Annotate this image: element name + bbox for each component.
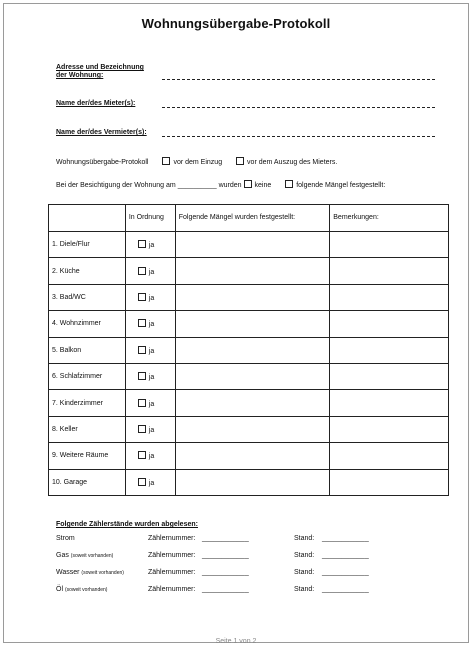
ok-checkbox[interactable] xyxy=(138,267,146,275)
header-remarks: Bemerkungen: xyxy=(330,205,449,232)
room-name: 7. Kinderzimmer xyxy=(49,390,126,416)
ok-label: ja xyxy=(148,426,155,434)
meter-name xyxy=(56,586,107,593)
remarks-cell[interactable] xyxy=(330,469,449,495)
move-in-label: vor dem Einzug xyxy=(173,159,223,166)
ok-label: ja xyxy=(148,374,155,382)
none-checkbox[interactable] xyxy=(244,180,252,188)
tenant-field-line[interactable] xyxy=(162,107,435,108)
meter-name xyxy=(56,569,124,576)
defects-label: folgende Mängel festgestellt: xyxy=(296,182,386,189)
meter-name xyxy=(56,552,113,559)
ok-checkbox[interactable] xyxy=(138,240,146,248)
table-row xyxy=(49,443,449,469)
defects-cell[interactable] xyxy=(175,284,330,310)
document-title: Wohnungsübergabe-Protokoll xyxy=(141,16,331,31)
defects-checkbox[interactable] xyxy=(285,180,293,188)
remarks-cell[interactable] xyxy=(330,232,449,258)
ok-label: ja xyxy=(148,321,155,329)
defects-cell[interactable] xyxy=(175,232,330,258)
protocol-options xyxy=(56,157,337,166)
ok-cell xyxy=(125,284,175,310)
meter-type: Strom xyxy=(56,535,75,542)
meter-note: (soweit vorhanden) xyxy=(81,570,124,576)
meter-number-blank[interactable]: ____________ xyxy=(202,586,249,593)
document-page xyxy=(3,3,469,643)
meter-number-blank[interactable]: ____________ xyxy=(202,569,249,576)
remarks-cell[interactable] xyxy=(330,337,449,363)
room-name: 6. Schlafzimmer xyxy=(49,363,126,389)
table-row xyxy=(49,363,449,389)
ok-checkbox[interactable] xyxy=(138,293,146,301)
move-in-checkbox[interactable] xyxy=(162,157,170,165)
move-out-label: vor dem Auszug des Mieters. xyxy=(247,159,338,166)
remarks-cell[interactable] xyxy=(330,443,449,469)
page-number: Seite 1 von 2 xyxy=(215,638,257,645)
ok-cell xyxy=(125,232,175,258)
defects-cell[interactable] xyxy=(175,416,330,442)
remarks-cell[interactable] xyxy=(330,258,449,284)
address-field-line[interactable] xyxy=(162,79,435,80)
ok-cell xyxy=(125,363,175,389)
meter-note: (soweit vorhanden) xyxy=(70,553,114,559)
move-out-checkbox[interactable] xyxy=(236,157,244,165)
tenant-label: Name der/des Mieter(s): xyxy=(56,100,136,107)
inspection-prefix: Bei der Besichtigung der Wohnung am xyxy=(56,182,176,189)
table-row xyxy=(49,258,449,284)
ok-checkbox[interactable] xyxy=(138,319,146,327)
table-row xyxy=(49,311,449,337)
defects-cell[interactable] xyxy=(175,363,330,389)
inspection-table xyxy=(48,204,449,496)
room-name: 9. Weitere Räume xyxy=(49,443,126,469)
meter-reading-blank[interactable]: ____________ xyxy=(322,535,369,542)
none-label: keine xyxy=(254,182,272,189)
meter-note: (soweit vorhanden) xyxy=(64,587,108,593)
ok-checkbox[interactable] xyxy=(138,399,146,407)
table-header-row xyxy=(49,205,449,232)
room-name: 2. Küche xyxy=(49,258,126,284)
defects-cell[interactable] xyxy=(175,390,330,416)
ok-cell xyxy=(125,390,175,416)
meter-number-label: Zählernummer: xyxy=(148,552,196,559)
meter-number-label: Zählernummer: xyxy=(148,535,196,542)
ok-label: ja xyxy=(148,453,155,461)
inspection-line xyxy=(56,180,385,189)
meter-number-blank[interactable]: ____________ xyxy=(202,535,249,542)
ok-checkbox[interactable] xyxy=(138,346,146,354)
ok-cell xyxy=(125,337,175,363)
ok-label: ja xyxy=(148,479,155,487)
address-label-line-2: der Wohnung: xyxy=(56,72,104,79)
meter-reading-label: Stand: xyxy=(294,569,315,576)
landlord-field-line[interactable] xyxy=(162,136,435,137)
meter-reading-label: Stand: xyxy=(294,535,315,542)
ok-label: ja xyxy=(148,268,155,276)
meters-heading: Folgende Zählerstände wurden abgelesen: xyxy=(56,521,198,528)
remarks-cell[interactable] xyxy=(330,311,449,337)
header-room xyxy=(49,205,126,232)
meter-reading-blank[interactable]: ____________ xyxy=(322,569,369,576)
table-row xyxy=(49,416,449,442)
ok-checkbox[interactable] xyxy=(138,478,146,486)
room-name: 5. Balkon xyxy=(49,337,126,363)
meter-reading-label: Stand: xyxy=(294,552,315,559)
ok-cell xyxy=(125,469,175,495)
ok-checkbox[interactable] xyxy=(138,451,146,459)
room-name: 1. Diele/Flur xyxy=(49,232,126,258)
address-label-line-1: Adresse und Bezeichnung xyxy=(56,64,144,71)
landlord-label: Name der/des Vermieter(s): xyxy=(56,129,147,136)
room-name: 8. Keller xyxy=(49,416,126,442)
ok-checkbox[interactable] xyxy=(138,425,146,433)
table-row xyxy=(49,284,449,310)
inspection-were: wurden xyxy=(218,182,242,189)
meter-type: Wasser xyxy=(56,569,80,576)
meter-reading-label: Stand: xyxy=(294,586,315,593)
ok-cell xyxy=(125,416,175,442)
ok-cell xyxy=(125,311,175,337)
ok-label: ja xyxy=(148,400,155,408)
remarks-cell[interactable] xyxy=(330,363,449,389)
meter-name xyxy=(56,535,75,542)
defects-cell[interactable] xyxy=(175,443,330,469)
ok-label: ja xyxy=(148,347,155,355)
table-row xyxy=(49,390,449,416)
room-name: 10. Garage xyxy=(49,469,126,495)
defects-cell[interactable] xyxy=(175,337,330,363)
defects-cell[interactable] xyxy=(175,258,330,284)
header-ok: In Ordnung xyxy=(125,205,175,232)
defects-cell[interactable] xyxy=(175,311,330,337)
meter-number-label: Zählernummer: xyxy=(148,569,196,576)
meter-reading-blank[interactable]: ____________ xyxy=(322,586,369,593)
meter-number-blank[interactable]: ____________ xyxy=(202,552,249,559)
remarks-cell[interactable] xyxy=(330,416,449,442)
remarks-cell[interactable] xyxy=(330,284,449,310)
meter-type: Öl xyxy=(56,586,63,593)
ok-cell xyxy=(125,443,175,469)
meter-type: Gas xyxy=(56,552,69,559)
meter-reading-blank[interactable]: ____________ xyxy=(322,552,369,559)
ok-checkbox[interactable] xyxy=(138,372,146,380)
header-defects: Folgende Mängel wurden festgestellt: xyxy=(175,205,330,232)
room-name: 3. Bad/WC xyxy=(49,284,126,310)
meter-number-label: Zählernummer: xyxy=(148,586,196,593)
protocol-label: Wohnungsübergabe-Protokoll xyxy=(56,159,149,166)
defects-cell[interactable] xyxy=(175,469,330,495)
room-name: 4. Wohnzimmer xyxy=(49,311,126,337)
inspection-date-blank[interactable]: __________ xyxy=(177,182,217,189)
ok-label: ja xyxy=(148,242,155,250)
table-row xyxy=(49,469,449,495)
table-row xyxy=(49,337,449,363)
table-row xyxy=(49,232,449,258)
remarks-cell[interactable] xyxy=(330,390,449,416)
ok-cell xyxy=(125,258,175,284)
ok-label: ja xyxy=(148,294,155,302)
